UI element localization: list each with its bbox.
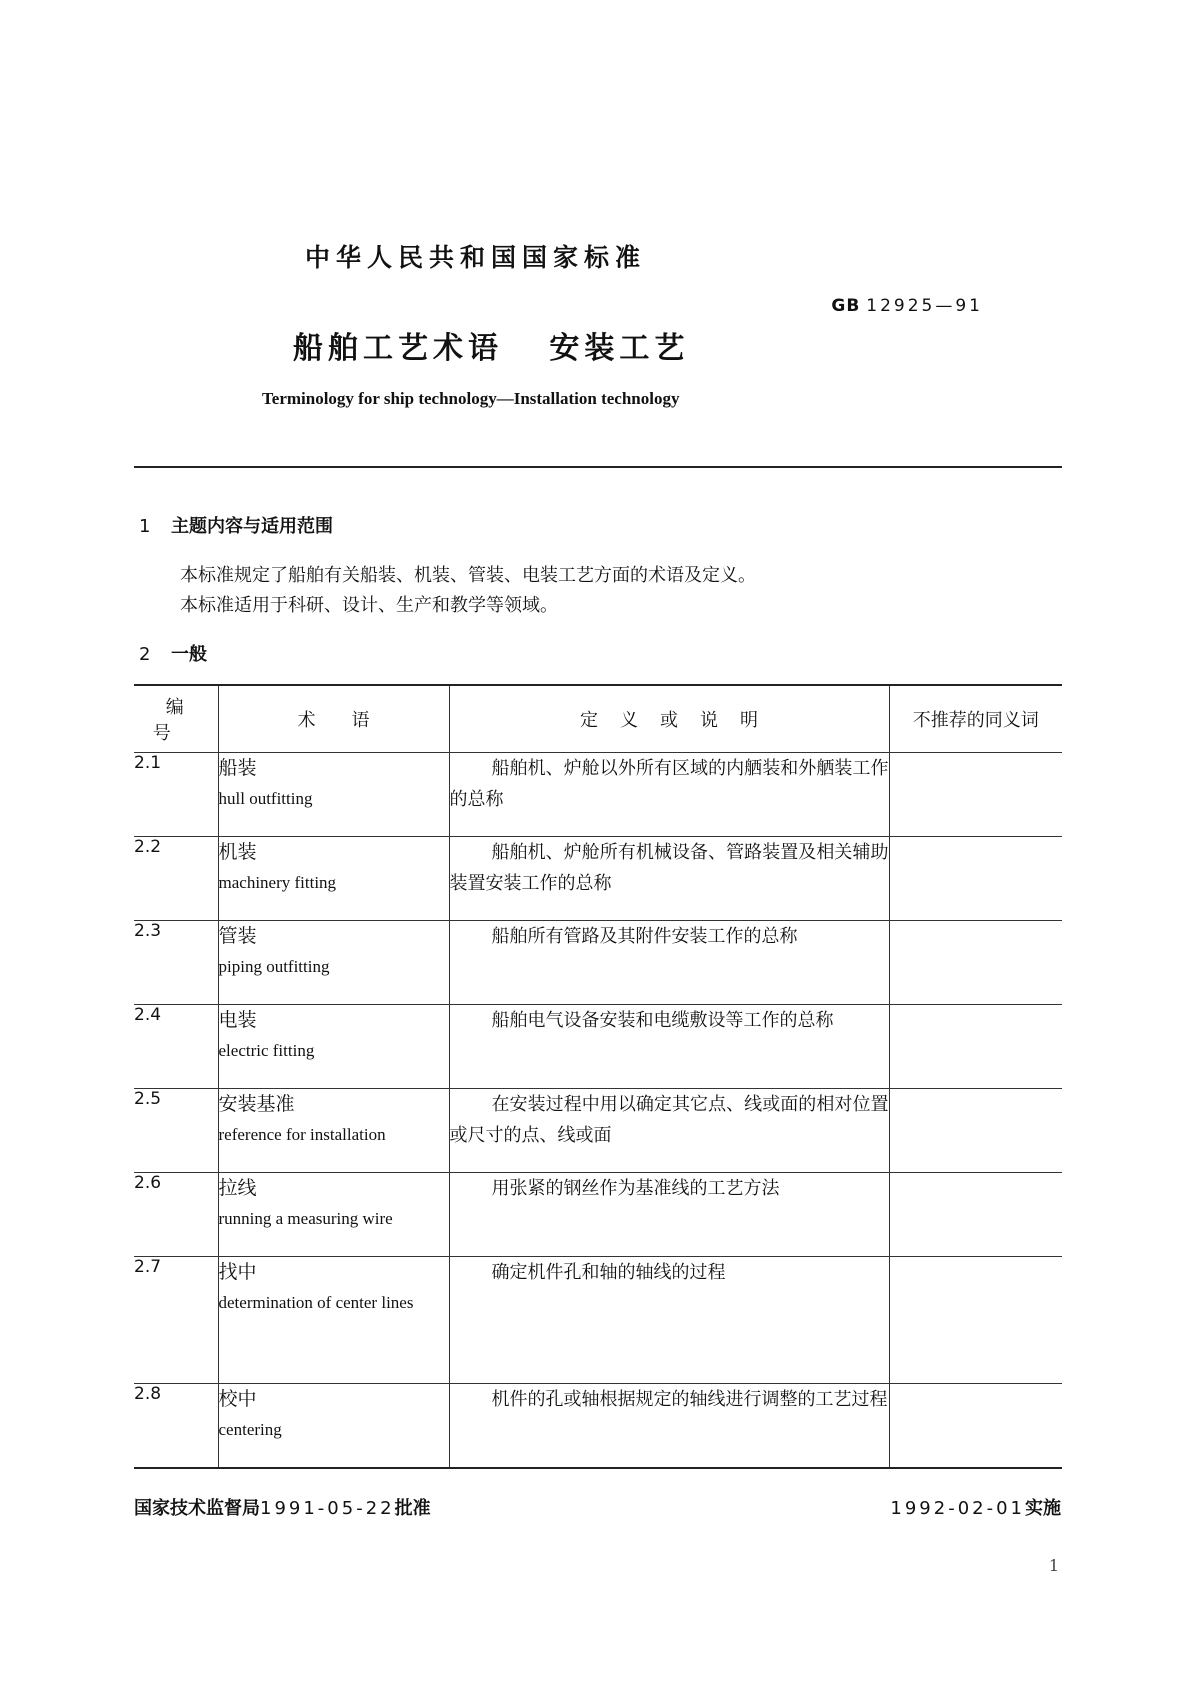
term-number: 2.3 (134, 921, 218, 1005)
standard-number: 12925—91 (866, 296, 983, 316)
approval-org: 国家技术监督局 (134, 1498, 260, 1519)
term-definition: 船舶机、炉舱所有机械设备、管路装置及相关辅助装置安装工作的总称 (449, 837, 889, 921)
term-chinese: 安装基准 (218, 1093, 295, 1115)
term-synonym (889, 1005, 1062, 1089)
approval-date: 1991-05-22 (260, 1498, 395, 1519)
term-cell (218, 1384, 449, 1468)
section-heading-2 (139, 640, 207, 666)
header-term: 术语 (218, 685, 449, 753)
term-synonym (889, 921, 1062, 1005)
term-definition: 在安装过程中用以确定其它点、线或面的相对位置或尺寸的点、线或面 (449, 1089, 889, 1173)
term-synonym (889, 1089, 1062, 1173)
term-english: running a measuring wire (218, 1209, 393, 1228)
term-chinese: 船装 (218, 757, 257, 779)
term-number: 2.5 (134, 1089, 218, 1173)
table-row (134, 1089, 1062, 1173)
term-number: 2.2 (134, 837, 218, 921)
term-cell (218, 1089, 449, 1173)
term-definition: 机件的孔或轴根据规定的轴线进行调整的工艺过程 (449, 1384, 889, 1468)
table-row (134, 1257, 1062, 1384)
term-english: hull outfitting (218, 789, 313, 808)
term-english: reference for installation (218, 1125, 386, 1144)
term-cell (218, 1257, 449, 1384)
section-number: 1 (139, 516, 151, 537)
national-standard-title: 中华人民共和国国家标准 (305, 243, 647, 272)
table-row (134, 921, 1062, 1005)
effective-line (890, 1494, 1061, 1520)
term-number: 2.8 (134, 1384, 218, 1468)
term-chinese: 电装 (218, 1009, 257, 1031)
term-definition: 船舶所有管路及其附件安装工作的总称 (449, 921, 889, 1005)
effective-date: 1992-02-01 (890, 1498, 1025, 1519)
page-number: 1 (1048, 1556, 1059, 1575)
term-chinese: 机装 (218, 841, 257, 863)
table-header-row (134, 685, 1062, 753)
term-cell (218, 1005, 449, 1089)
effective-suffix: 实施 (1025, 1498, 1061, 1519)
term-english: determination of center lines (218, 1293, 414, 1312)
term-definition: 船舶机、炉舱以外所有区域的内舾装和外舾装工作的总称 (449, 753, 889, 837)
term-cell (218, 837, 449, 921)
document-title: 船舶工艺术语 安装工艺 (293, 331, 690, 366)
term-english: machinery fitting (218, 873, 337, 892)
section-heading-1 (139, 512, 333, 538)
term-synonym (889, 837, 1062, 921)
term-number: 2.7 (134, 1257, 218, 1384)
section-number: 2 (139, 644, 151, 665)
terms-table (134, 684, 1062, 1469)
section-title: 主题内容与适用范围 (171, 516, 333, 537)
standard-prefix: GB (831, 296, 861, 316)
term-chinese: 管装 (218, 925, 257, 947)
term-number: 2.4 (134, 1005, 218, 1089)
term-synonym (889, 1257, 1062, 1384)
english-title: Terminology for ship technology—Installation technology (262, 389, 680, 408)
scope-paragraph-1: 本标准规定了船舶有关船装、机装、管装、电装工艺方面的术语及定义。 (180, 565, 756, 586)
term-number: 2.1 (134, 753, 218, 837)
term-english: piping outfitting (218, 957, 330, 976)
term-definition: 船舶电气设备安装和电缆敷设等工作的总称 (449, 1005, 889, 1089)
scope-paragraph-2: 本标准适用于科研、设计、生产和教学等领域。 (180, 595, 558, 616)
term-english: electric fitting (218, 1041, 315, 1060)
title-divider (134, 466, 1062, 468)
header-number: 编号 (134, 685, 218, 753)
term-cell (218, 753, 449, 837)
term-definition: 用张紧的钢丝作为基准线的工艺方法 (449, 1173, 889, 1257)
term-chinese: 找中 (218, 1261, 257, 1283)
term-chinese: 校中 (218, 1388, 257, 1410)
table-row (134, 1173, 1062, 1257)
term-synonym (889, 1384, 1062, 1468)
term-cell (218, 1173, 449, 1257)
table-row (134, 1384, 1062, 1468)
term-english: centering (218, 1420, 282, 1439)
section-title: 一般 (171, 644, 207, 665)
table-row (134, 1005, 1062, 1089)
approval-suffix: 批准 (394, 1498, 431, 1519)
approval-line (134, 1494, 431, 1520)
term-synonym (889, 1173, 1062, 1257)
table-row (134, 837, 1062, 921)
header-definition: 定义或说明 (449, 685, 889, 753)
term-chinese: 拉线 (218, 1177, 257, 1199)
header-synonym: 不推荐的同义词 (889, 685, 1062, 753)
table-row (134, 753, 1062, 837)
term-synonym (889, 753, 1062, 837)
standard-code (831, 296, 983, 316)
term-number: 2.6 (134, 1173, 218, 1257)
term-cell (218, 921, 449, 1005)
term-definition: 确定机件孔和轴的轴线的过程 (449, 1257, 889, 1384)
